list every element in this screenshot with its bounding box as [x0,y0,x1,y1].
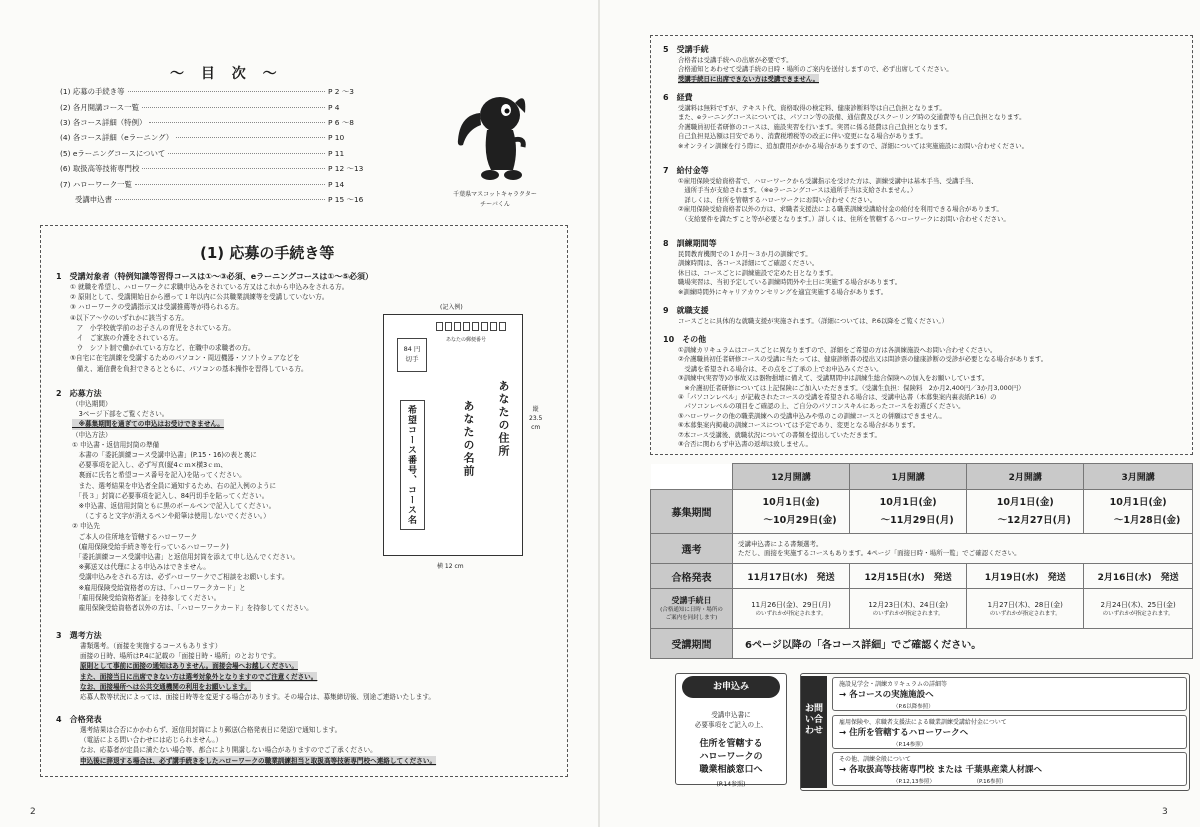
section-heading: 4 合格発表 [56,715,102,724]
section-line: 面接の日時、場所はP.4に記載の「面接日時・場所」のとおりです。 [80,652,280,661]
inquiry-destination: → 住所を管轄するハローワークへ [839,728,969,738]
section-heading: 5 受講手続 [663,45,709,54]
section-line: 介護職員初任者研修のコースは、施設実習を行います。実習に係る経費は自己負担となります。 [678,122,952,131]
section-line: また、選考結果を申込者全員に通知するため、右の記入例のように [72,481,277,490]
section-line: 受講を希望される場合は、その点をご了承の上でお申込みください。 [678,364,883,373]
section-line: 合格者は受講手続への出席が必要です。 [678,56,793,64]
inquiry-ref: （P.6以降参照） [893,704,934,710]
section-line: 休日は、コースごとに訓練施設で定めた日となります。 [678,268,837,277]
period-text: 6ページ以降の「各コース詳細」でご確認ください。 [733,629,1193,659]
envelope-address: あなたの住所 [497,380,510,458]
section-line: ①雇用保険受給資格者で、ハローワークから受講指示を受けた方は、訓練受講中は基本手当、受講手当、 [678,177,978,185]
section-line: また、面接当日に出席できない方は選考対象外となりますのでご注意ください。 [80,672,318,681]
section-line: ⑧合否に関わらず申込書の返却は致しません。 [678,440,812,448]
toc-leader [149,122,325,123]
section-line: (雇用保険受給手続き等を行っているハローワーク) [72,542,229,551]
procedure-date: 11月26日(金)、29日(月) のいずれかが指定されます。 [733,589,850,629]
toc-label: (4) 各コース詳細（eラーニング） [60,133,174,143]
section-line: ※郵送又は代理による申込みはできません。 [72,563,210,572]
selection-label: 選考 [651,534,733,564]
month-header: 3月開講 [1084,464,1193,490]
section-line: 本書の「委託訓練コース受講申込書」(P.15・16)の表と裏に [72,451,257,459]
section-line: 民間教育機関での１か月～３か月の訓練です。 [678,250,812,258]
section-line: 雇用保険受給資格者以外の方は、「ハローワークカード」を持参してください。 [72,604,313,612]
section-heading: 3 選考方法 [56,631,102,640]
section-line: 訓練時間は、各コース詳細にてご確認ください。 [678,259,819,268]
inquiry-topic: その他、訓練全般について [839,756,911,763]
toc-row [60,84,400,99]
toc-row [60,161,400,176]
toc-page: P 15 ～16 [328,194,364,204]
section-line: ②介護職員初任者研修コースの受講に当たっては、健康診断書の提出又は問診票の健康診断の受診が必要となる場合があります。 [678,355,1048,364]
section-line: ウ シフト制で働かれている方など、在職中の求職者の方。 [70,344,255,353]
recruit-period: 10月1日(金) ～12月27日(月) [967,490,1084,534]
toc-leader [135,184,325,185]
section-line: 3ページ下部をご覧ください。 [72,410,169,419]
toc-leader [168,153,325,154]
section-heading: 9 就職支援 [663,306,709,315]
pass-date: 12月15日(水) 発送 [850,564,967,589]
section-line: ① 就職を希望し、ハローワークに求職申込みをされている方又はこれから申込みをされる方。 [70,283,349,291]
section-line: 「雇用保険受給資格者証」を持参してください。 [72,593,221,602]
inquiry-card [832,677,1187,711]
mascot-icon [455,85,535,185]
section-line: ① 申込書・返信用封筒の準備 [72,440,160,449]
envelope-example-label: (記入例) [440,304,463,311]
section-line: パソコンレベルの項目をご確認の上、ご自分のパソコンスキルにあったコースをお選びください。 [678,402,965,411]
section-line: ※雇用保険受給資格者の方は、「ハローワークカード」と [72,583,246,592]
recruit-label: 募集期間 [651,490,733,534]
section-line: ア 小学校就学前のお子さんの育児をされている方。 [70,323,235,332]
toc-row [60,176,400,191]
section-line: コースごとに具体的な就職支援が実施されます。（詳細については、P.6以降をご覧ください。） [678,317,948,325]
section-line: 自己負担見込額は目安であり、消費税増税等の改正に伴い変更になる場合があります。 [678,132,927,141]
toc-row [60,192,400,207]
section-line: 「長３」封筒に必要事項を記入し、84円切手を貼ってください。 [72,491,269,500]
section-line: ②雇用保険受給資格者以外の方は、求職者支援法による職業訓練受講給付金の給付を利用できる場合があります。 [678,205,1003,214]
section-line: ④「パソコンレベル」が記載されたコースの受講を希望される場合は、受講申込書（本募集案内裏表紙P.16）の [678,393,997,401]
table-of-contents [60,84,400,207]
toc-page: P 12 ～13 [328,164,364,174]
pass-date: 1月19日(水) 発送 [967,564,1084,589]
section-line: 受講申込みをされる方は、必ずハローワークでご相談をお願いします。 [72,573,289,582]
section-line: （申込方法） [72,430,112,439]
toc-page: P 10 [328,133,345,143]
procedure-date: 2月24日(木)、25日(金) のいずれかが指定されます。 [1084,589,1193,629]
section-heading: 2 応募方法 [56,389,102,398]
toc-label: (1) 応募の手続き等 [60,87,125,97]
pass-label: 合格発表 [651,564,733,589]
section-line: ※オンライン訓練を行う際に、追加費用がかかる場合がありますので、詳細については実施施設にお問い合わせください。 [678,141,1028,150]
procedure-label: 受講手続日 (合格通知に日時・場所の ご案内を同封します) [651,589,733,629]
month-header: 1月開講 [850,464,967,490]
section-line: ② 申込先 [72,522,100,531]
toc-leader [176,137,325,138]
inquiry-ref: （P.14参照） [893,742,927,748]
right-page [600,0,1200,827]
section-heading: 10 その他 [663,335,707,344]
month-header: 12月開講 [733,464,850,490]
section-line: ⑤ハローワークの他の職業訓練への受講申込みや県のこの訓練コースとの併願はできません。 [678,411,946,420]
inquiry-card [832,752,1187,786]
section-heading: 6 経費 [663,93,693,102]
envelope-name: あなたの名前 [462,400,475,478]
toc-leader [128,91,325,92]
toc-page: P 11 [328,148,345,158]
pass-date: 11月17日(水) 発送 [733,564,850,589]
section-line: 詳しくは、住所を管轄するハローワークにお問い合わせください。 [678,195,877,204]
inquiry-card [832,715,1187,749]
section-line: ⑤自宅に在宅訓練を受講するためのパソコン・周辺機器・ソフトウェアなどを [70,354,300,363]
recruit-period: 10月1日(金) ～11月29日(月) [850,490,967,534]
inquiry-side: お問 い合 わせ [801,676,827,788]
toc-label: (5) eラーニングコースについて [60,148,166,158]
section-line: ※申込書、返信用封筒ともに黒のボールペンで記入してください。 [72,502,276,510]
envelope-height: 縦 23.5 cm [529,406,543,431]
toc-label: (2) 各月開講コース一覧 [60,102,139,112]
page-number: 3 [1162,807,1168,817]
section-line: ④以下ア～ウのいずれかに該当する方。 [70,313,189,322]
section-line: （電話による問い合わせには応じられません。） [80,736,223,745]
section-line: ③訓練中(実習等)の事故又は器物損壊に備えて、受講期間中は訓練生総合保険への加入をお願いしています。 [678,374,989,383]
toc-row [60,115,400,130]
toc-row [60,130,400,145]
envelope-course: 希望コース番号、コース名 [406,405,416,525]
section-line: ③ ハローワークの受講指示又は受講推薦等が得られる方。 [70,303,243,312]
section-line: 合格通知とあわせて受講手続の日時・場所のご案内を送付しますので、必ず出席してください。 [678,65,953,74]
section-title: (1) 応募の手続き等 [200,244,335,262]
selection-text: 受講申込書による書類選考。 ただし、面接を実施するコースもあります。4ページ「面接日時・場所一覧」でご確認ください。 [733,534,1193,564]
pass-date: 2月16日(水) 発送 [1084,564,1193,589]
section-line: 受講料は無料ですが、テキスト代、資格取得の検定料、健康診断料等は自己負担となります。 [678,104,946,112]
section-line: 裏面に氏名と希望コース番号を記入)を貼ってください。 [72,471,246,480]
apply-destination: 住所を管轄する ハローワークの 職業相談窓口へ [699,739,763,775]
toc-row [60,146,400,161]
toc-label: (3) 各コース詳細（特例） [60,117,147,127]
inquiry-topic: 施設見学会・訓練カリキュラムの詳細等 [839,681,947,688]
apply-lines: 受講申込書に 必要事項をご記入の上、 [694,711,768,730]
section-line: 受講手続日に出席できない方は受講できません。 [678,74,819,83]
section-heading: 8 訓練期間等 [663,239,717,248]
section-line: 書類選考。（面接を実施するコースもあります） [80,642,222,650]
section-line: ①訓練カリキュラムはコースごとに異なりますので、詳細をご希望の方は各訓練施設へお問い合わせください。 [678,346,997,354]
section-line: 応募人数等状況によっては、面接日時等を変更する場合があります。その場合は、募集締切後、別途ご連絡いたします。 [80,693,436,701]
section-heading: 1 受講対象者（特例知識等習得コースは①～③必須、eラーニングコースは①～⑤必須） [56,272,373,281]
toc-page: P 4 [328,102,340,112]
section-line: また、eラーニングコースについては、パソコン等の設備、通信費及びスクーリング時の交通費等も自己負担となります。 [678,113,1026,122]
section-line: 原則として事前に面接の通知はありません。面接会場へお越しください。 [80,662,298,671]
section-line: 申込後に辞退する場合は、必ず講手続きをしたハローワークの職業訓練担当と取扱高等技術専門校へ連絡してください。 [80,756,437,765]
section-line: ※介護初任者研修については上記保険にご加入いただきます。（受講生負担：保険料 2か月2,400円／3か月3,000円） [678,383,1025,392]
section-line: ⑥本募集案内掲載の訓練コースについては予定であり、変更となる場合があります。 [678,421,920,430]
section-line: 通所手当が支給されます。（※eラーニングコースは通所手当は支給されません。） [678,186,917,195]
section-line: ※募集期間を過ぎての申込はお受けできません。 [72,420,224,429]
toc-title: ～ 目 次 ～ [170,66,283,82]
section-line: ご本人の住所地を管轄するハローワーク [72,532,198,541]
section-line: なお、面接場所へは公共交通機関の利用をお願いします。 [80,682,251,691]
section-line: ⑦本コース受講後、就職状況についての書類を提出していただきます。 [678,430,881,439]
section-line: 選考結果は合否にかかわらず、返信用封筒により郵送(合格発表日に発送)で通知します。 [80,726,342,734]
toc-leader [142,168,325,169]
section-line: （支給要件を満たすこと等が必要となります。）詳しくは、住所を管轄するハローワークにお問い合わせください。 [678,214,1010,223]
section-line: ※訓練時間外にキャリアカウンセリングを適宜実施する場合があります。 [678,287,888,296]
toc-row [60,99,400,114]
period-label: 受講期間 [651,629,733,659]
toc-label: 受講申込書 [75,194,112,204]
section-line: 「委託訓練コース受講申込書」と返信用封筒を添えて申し込んでください。 [72,553,300,561]
section-line: なお、応募者が定員に満たない場合等、都合により開講しない場合がありますのでご了承ください。 [80,746,377,755]
toc-leader [142,107,325,108]
section-line: ② 原則として、受講開始日から遡って１年以内に公共職業訓練等を受講していない方。 [70,293,329,302]
inquiry-ref: （P.12,13参照） （P.16参照） [893,779,1007,785]
toc-page: P 6 ～8 [328,117,354,127]
section-line: （こすると文字が消えるペンや鉛筆は使用しないでください。） [72,512,270,521]
section-line: イ ご家族の介護をされている方。 [70,334,183,342]
apply-heading: お申込み [682,676,780,698]
inquiry-topic: 雇用保険や、求職者支援法による職業訓練受講給付金について [839,719,1007,726]
stamp-box: 84 円 切手 [397,338,427,372]
section-line: 職場実習は、当初予定している訓練時間外や土日に実施する場合があります。 [678,278,902,287]
envelope-width: 横 12 cm [437,563,464,570]
inquiry-destination: → 各取扱高等技術専門校 または 千葉県産業人材課へ [839,765,1043,775]
mascot-caption: 千葉県マスコットキャラクター チーバくん [453,191,537,208]
recruit-period: 10月1日(金) ～1月28日(金) [1084,490,1193,534]
month-header: 2月開講 [967,464,1084,490]
toc-leader [115,199,325,200]
zip-boxes [436,322,506,331]
toc-label: (7) ハローワーク一覧 [60,179,132,189]
zip-label: あなたの郵便番号 [446,337,487,343]
toc-page: P 14 [328,179,345,189]
recruit-period: 10月1日(金) ～10月29日(金) [733,490,850,534]
inquiry-destination: → 各コースの実施施設へ [839,690,934,700]
schedule-table [650,463,1193,659]
toc-page: P 2 ～3 [328,87,354,97]
page-number: 2 [30,807,36,817]
toc-label: (6) 取扱高等技術専門校 [60,164,140,174]
procedure-date: 12月23日(木)、24日(金) のいずれかが指定されます。 [850,589,967,629]
section-line: 必要事項を記入し、必ず写真(縦4ｃｍ×横3ｃｍ、 [72,461,227,470]
apply-ref: (P.14参照) [716,781,746,788]
section-heading: 7 給付金等 [663,166,709,175]
procedure-date: 1月27日(木)、28日(金) のいずれかが指定されます。 [967,589,1084,629]
section-line: 備え、通信費を負担できるとともに、パソコンの基本操作を習得している方。 [70,364,308,373]
section-line: （申込期間） [72,400,112,408]
